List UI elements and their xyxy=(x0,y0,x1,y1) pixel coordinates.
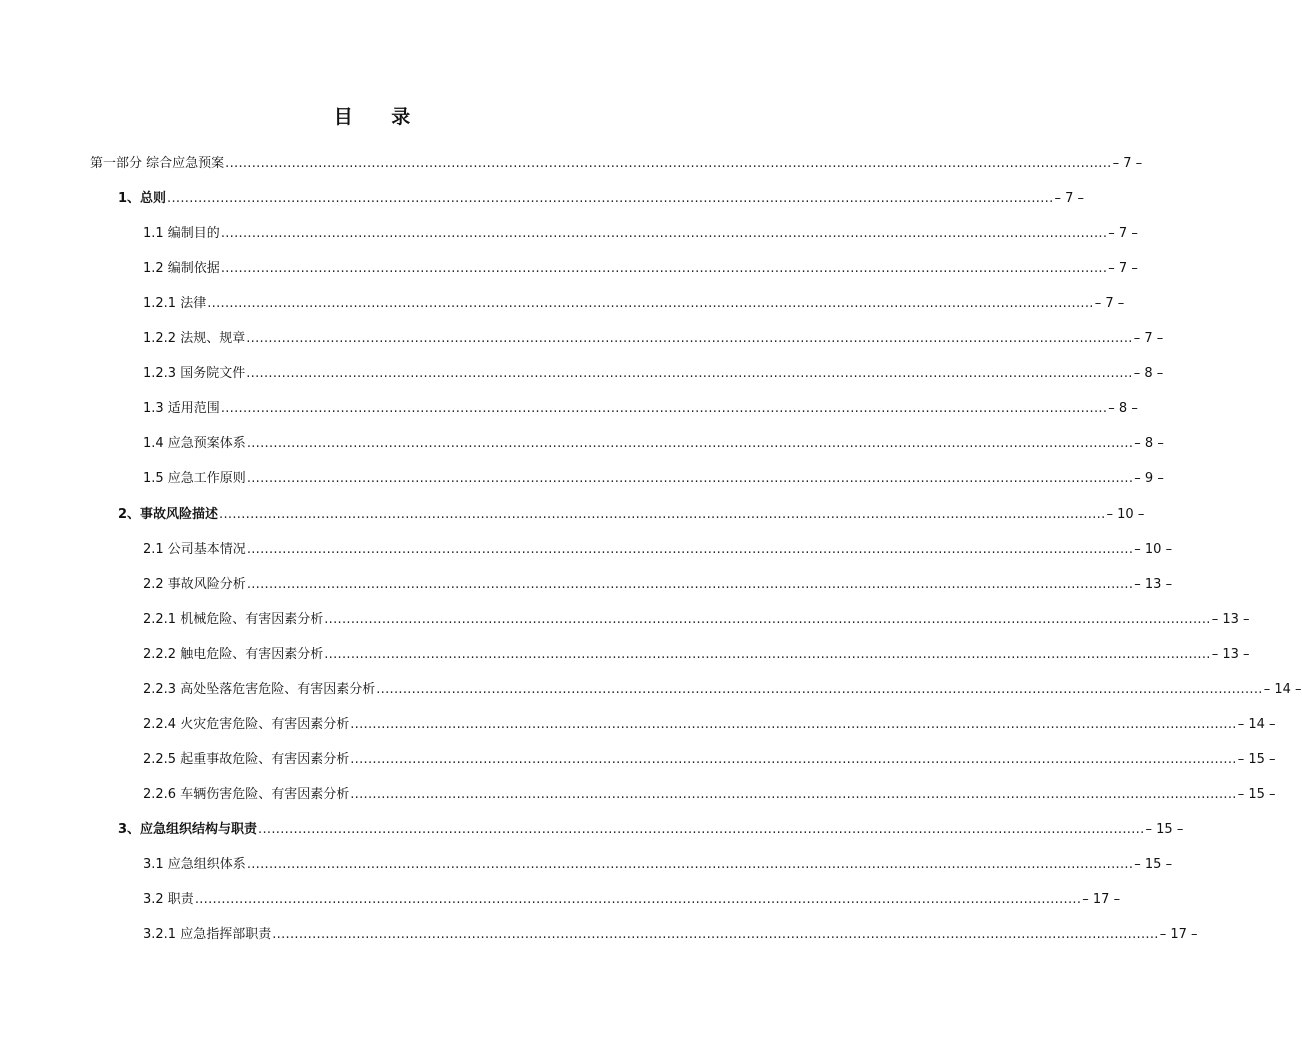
toc-entry-page-number: – 7 – xyxy=(1108,226,1138,242)
toc-entry-page-number: – 17 – xyxy=(1159,927,1198,943)
toc-entry-label: 2.2.6 车辆伤害危险、有害因素分析 xyxy=(143,786,350,802)
toc-entry-label: 1.2.3 国务院文件 xyxy=(143,366,246,382)
toc-entry[interactable] xyxy=(0,571,1173,593)
toc-dot-leader: ........................................................................................................................................................................................................ xyxy=(246,331,1133,347)
toc-entry-label: 3.1 应急组织体系 xyxy=(143,857,246,872)
toc-entry-page-number: – 10 – xyxy=(1134,541,1173,557)
toc-entry-page-number: – 7 – xyxy=(1094,296,1125,312)
toc-entry-page-number: – 8 – xyxy=(1134,436,1164,452)
toc-entry[interactable] xyxy=(0,676,1302,698)
toc-dot-leader: ........................................................................................................................................................................................................ xyxy=(246,471,1134,487)
toc-entry[interactable] xyxy=(0,255,1138,277)
toc-dot-leader: ........................................................................................................................................................................................................ xyxy=(376,681,1263,697)
toc-entry-label: 2.2.1 机械危险、有害因素分析 xyxy=(143,611,324,627)
toc-entry-label: 1.1 编制目的 xyxy=(143,226,220,242)
toc-entry-label: 3.2 职责 xyxy=(143,892,194,908)
toc-dot-leader: ........................................................................................................................................................................................................ xyxy=(194,892,1082,908)
toc-entry[interactable] xyxy=(0,641,1250,663)
toc-entry-label: 2、事故风险描述 xyxy=(118,506,219,522)
toc-entry-label: 3、应急组织结构与职责 xyxy=(118,821,258,837)
toc-entry-page-number: – 15 – xyxy=(1134,857,1173,872)
toc-entry[interactable] xyxy=(0,606,1250,628)
toc-dot-leader: ........................................................................................................................................................................................................ xyxy=(220,401,1108,417)
toc-entry-page-number: – 15 – xyxy=(1237,786,1276,802)
toc-entry[interactable] xyxy=(0,886,1121,908)
toc-entry[interactable] xyxy=(0,536,1173,558)
toc-entry-page-number: – 8 – xyxy=(1133,366,1164,382)
toc-entry-label: 1、总则 xyxy=(118,191,167,207)
toc-entry[interactable] xyxy=(0,325,1164,347)
toc-entry[interactable] xyxy=(0,781,1276,803)
toc-entry-label: 2.2.4 火灾危害危险、有害因素分析 xyxy=(143,716,350,732)
toc-entry-page-number: – 7 – xyxy=(1108,261,1138,277)
toc-entry[interactable] xyxy=(0,360,1164,382)
toc-entry[interactable] xyxy=(0,501,1145,523)
toc-dot-leader: ........................................................................................................................................................................................................ xyxy=(350,751,1237,767)
toc-entry-page-number: – 13 – xyxy=(1134,576,1173,592)
toc-entry[interactable] xyxy=(0,220,1138,242)
toc-dot-leader: ........................................................................................................................................................................................................ xyxy=(225,156,1112,171)
toc-dot-leader: ........................................................................................................................................................................................................ xyxy=(350,786,1237,802)
toc-dot-leader: ........................................................................................................................................................................................................ xyxy=(272,927,1159,943)
toc-dot-leader: ........................................................................................................................................................................................................ xyxy=(207,296,1094,312)
toc-entry[interactable] xyxy=(0,711,1276,733)
toc-entry-label: 1.4 应急预案体系 xyxy=(143,436,246,452)
toc-entry-page-number: – 15 – xyxy=(1145,821,1184,837)
toc-entry-page-number: – 8 – xyxy=(1108,401,1138,417)
toc-dot-leader: ........................................................................................................................................................................................................ xyxy=(324,611,1211,627)
toc-entry-label: 2.2.2 触电危险、有害因素分析 xyxy=(143,646,324,662)
toc-entry-page-number: – 17 – xyxy=(1082,892,1121,908)
toc-dot-leader: ........................................................................................................................................................................................................ xyxy=(258,821,1145,837)
toc-entry-page-number: – 7 – xyxy=(1054,191,1085,207)
toc-entry-page-number: – 13 – xyxy=(1211,646,1250,662)
toc-entry-page-number: – 9 – xyxy=(1134,471,1164,487)
toc-entry-label: 2.2 事故风险分析 xyxy=(143,576,246,592)
toc-entry[interactable] xyxy=(0,430,1164,452)
toc-entry-label: 1.2 编制依据 xyxy=(143,261,220,277)
toc-entry[interactable] xyxy=(0,851,1173,873)
toc-dot-leader: ........................................................................................................................................................................................................ xyxy=(167,191,1054,207)
toc-dot-leader: ........................................................................................................................................................................................................ xyxy=(246,857,1134,872)
toc-entry-page-number: – 7 – xyxy=(1112,156,1143,171)
toc-entry-page-number: – 15 – xyxy=(1237,751,1276,767)
toc-entry-label: 第一部分 综合应急预案 xyxy=(90,156,225,171)
toc-entry-page-number: – 10 – xyxy=(1106,506,1145,522)
toc-entry[interactable] xyxy=(0,150,1143,172)
toc-dot-leader: ........................................................................................................................................................................................................ xyxy=(350,716,1237,732)
toc-dot-leader: ........................................................................................................................................................................................................ xyxy=(219,506,1106,522)
toc-entry[interactable] xyxy=(0,185,1085,207)
toc-entry-page-number: – 7 – xyxy=(1133,331,1164,347)
toc-entry[interactable] xyxy=(0,290,1125,312)
page-title: 目 录 xyxy=(333,106,427,128)
toc-entry[interactable] xyxy=(0,395,1138,417)
toc-entry[interactable] xyxy=(0,465,1164,487)
toc-dot-leader: ........................................................................................................................................................................................................ xyxy=(324,646,1211,662)
toc-dot-leader: ........................................................................................................................................................................................................ xyxy=(246,436,1134,452)
toc-entry-label: 3.2.1 应急指挥部职责 xyxy=(143,927,272,943)
toc-entry-label: 2.2.5 起重事故危险、有害因素分析 xyxy=(143,751,350,767)
toc-dot-leader: ........................................................................................................................................................................................................ xyxy=(246,366,1133,382)
toc-entry-label: 1.5 应急工作原则 xyxy=(143,471,246,487)
toc-entry-page-number: – 14 – xyxy=(1263,681,1302,697)
toc-dot-leader: ........................................................................................................................................................................................................ xyxy=(220,261,1108,277)
toc-entry-label: 1.2.2 法规、规章 xyxy=(143,331,246,347)
toc-dot-leader: ........................................................................................................................................................................................................ xyxy=(246,541,1134,557)
toc-entry[interactable] xyxy=(0,921,1198,943)
toc-entry-label: 2.1 公司基本情况 xyxy=(143,541,246,557)
toc-dot-leader: ........................................................................................................................................................................................................ xyxy=(246,576,1134,592)
toc-entry-label: 1.2.1 法律 xyxy=(143,296,207,312)
toc-entry-page-number: – 13 – xyxy=(1211,611,1250,627)
toc-entry-page-number: – 14 – xyxy=(1237,716,1276,732)
toc-entry-label: 2.2.3 高处坠落危害危险、有害因素分析 xyxy=(143,681,376,697)
toc-entry-label: 1.3 适用范围 xyxy=(143,401,220,417)
toc-entry[interactable] xyxy=(0,816,1184,838)
toc-dot-leader: ........................................................................................................................................................................................................ xyxy=(220,226,1108,242)
toc-entry[interactable] xyxy=(0,746,1276,768)
